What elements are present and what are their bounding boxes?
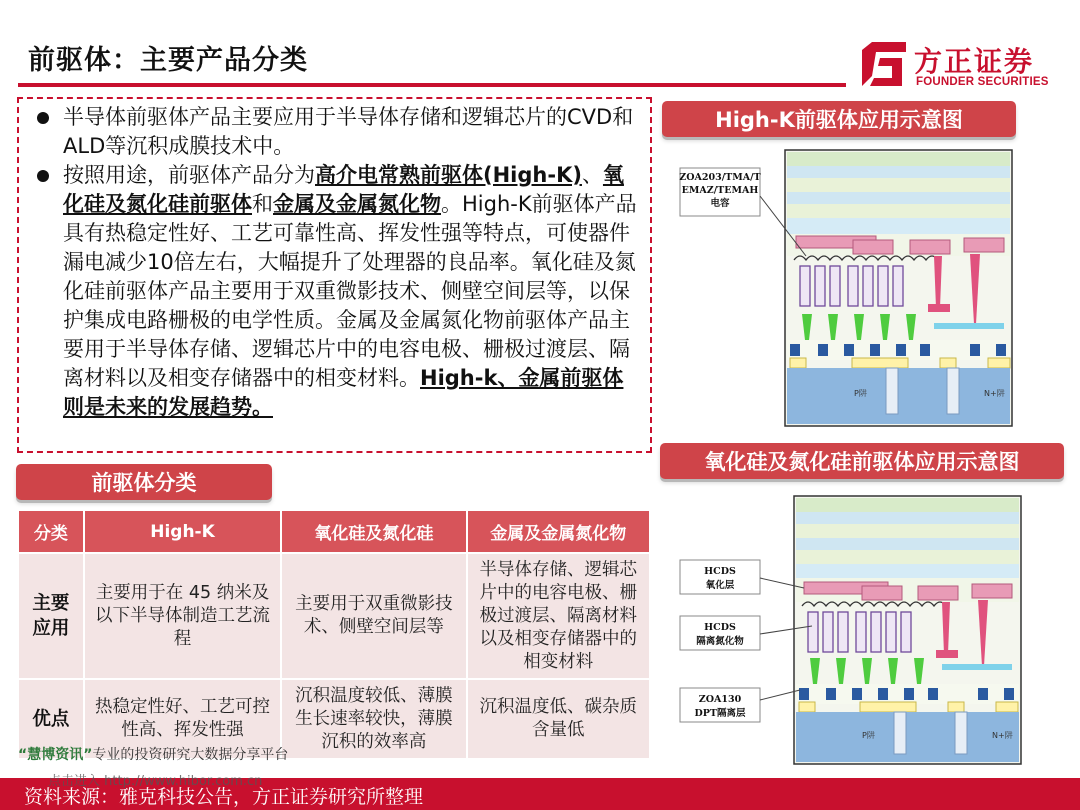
zoa130-callout-line-2: DPT隔离层 [694, 708, 746, 719]
category-high-k: 高介电常熟前驱体(High-K) [315, 163, 582, 187]
table-header-category: 分类 [18, 510, 84, 553]
bullet-dot-icon [37, 170, 49, 182]
logo-chinese-name: 方正证券 [914, 45, 1035, 78]
table-cell: 主要用于在 45 纳米及以下半导体制造工艺流程 [84, 553, 281, 679]
table-header-silicon-oxide-nitride: 氧化硅及氮化硅 [281, 510, 466, 553]
bullet-2-lead: 按照用途，前驱体产品分为 [63, 163, 315, 187]
intro-bullet-1 [29, 103, 640, 161]
n-well-label: N+阱 [984, 389, 1005, 398]
watermark-link[interactable]: 点击进入 http://www.hibor.com.cn [48, 774, 263, 789]
high-k-callout-line-1: ZOA203/TMA/T [679, 172, 761, 183]
table-cell: 半导体存储、逻辑芯片中的电容电极、栅极过渡层、隔离材料以及相变存储器中的相变材料 [467, 553, 650, 679]
row-label-advantages: 优点 [18, 679, 84, 759]
table-cell: 沉积温度较低、薄膜生长速率较快，薄膜沉积的效率高 [281, 679, 466, 759]
high-k-callout-line-3: 电容 [710, 198, 730, 209]
table-header-metal-nitride: 金属及金属氮化物 [467, 510, 650, 553]
bullet-1-text: 半导体前驱体产品主要应用于半导体存储和逻辑芯片的CVD和ALD等沉积成膜技术中。 [63, 105, 634, 158]
page-title: 前驱体：主要产品分类 [28, 45, 308, 76]
classification-table [17, 509, 651, 760]
high-k-diagram-tag: High-K前驱体应用示意图 [662, 101, 1016, 137]
hcds-nitride-callout-line-2: 隔离氮化物 [696, 636, 744, 647]
bullet-2-trend: High-k、金属前驱体则是未来的发展趋势。 [63, 366, 624, 419]
table-cell: 沉积温度低、碳杂质含量低 [467, 679, 650, 759]
intro-bullet-2 [29, 161, 640, 422]
high-k-application-diagram [678, 148, 1066, 431]
logo-english-name: FOUNDER SECURITIES [916, 76, 1049, 88]
bullet-2-sep-1: 、 [581, 163, 603, 187]
watermark-brand: “慧博资讯” [18, 747, 93, 763]
watermark-text: 专业的投资研究大数据分享平台 [92, 747, 289, 763]
table-cell: 热稳定性好、工艺可控性高、挥发性强 [84, 679, 281, 759]
bullet-dot-icon [37, 112, 49, 124]
high-k-callout-line-2: EMAZ/TEMAH [681, 185, 759, 196]
bullet-2-body: 。High-K前驱体产品具有热稳定性好、工艺可靠性高、挥发性强等特点，可使器件漏电减少10倍左右，大幅提升了处理器的良品率。氧化硅及氮化硅前驱体产品主要用于双重微影技术、侧壁空间层等，以保护集成电路栅极的电学性质。金属及金属氮化物前驱体产品主要用于半导体存储、逻辑芯片中的电容电极、栅极过渡层、隔离材料以及相变存储器中的相变材料。 [63, 192, 637, 390]
founder-logo-icon [862, 42, 906, 86]
source-note: 资料来源：雅克科技公告，方正证券研究所整理 [24, 786, 424, 808]
classification-tag: 前驱体分类 [16, 464, 272, 500]
category-metal-nitride: 金属及金属氮化物 [273, 192, 441, 216]
silicon-oxide-nitride-application-diagram [678, 494, 1066, 767]
table-cell: 主要用于双重微影技术、侧壁空间层等 [281, 553, 466, 679]
category-silicon-oxide-nitride: 氧化硅及氮化硅前驱体 [63, 163, 624, 216]
n-well-label: N+阱 [992, 731, 1013, 740]
row-label-application: 主要应用 [18, 553, 84, 679]
silicon-oxide-nitride-diagram-tag: 氧化硅及氮化硅前驱体应用示意图 [660, 443, 1064, 479]
watermark [18, 744, 288, 764]
table-row [18, 553, 650, 679]
p-well-label: P阱 [862, 731, 875, 740]
hcds-nitride-callout-line-1: HCDS [704, 622, 736, 633]
table-header-high-k: High-K [84, 510, 281, 553]
founder-securities-logo [862, 38, 1062, 94]
bullet-2-sep-2: 和 [252, 192, 273, 216]
title-divider [18, 83, 846, 87]
intro-text-box [17, 97, 652, 453]
zoa130-callout-line-1: ZOA130 [698, 694, 742, 705]
p-well-label: P阱 [854, 389, 867, 398]
hcds-oxide-callout-line-2: 氧化层 [705, 580, 735, 591]
hcds-oxide-callout-line-1: HCDS [704, 566, 736, 577]
table-header-row [18, 510, 650, 553]
